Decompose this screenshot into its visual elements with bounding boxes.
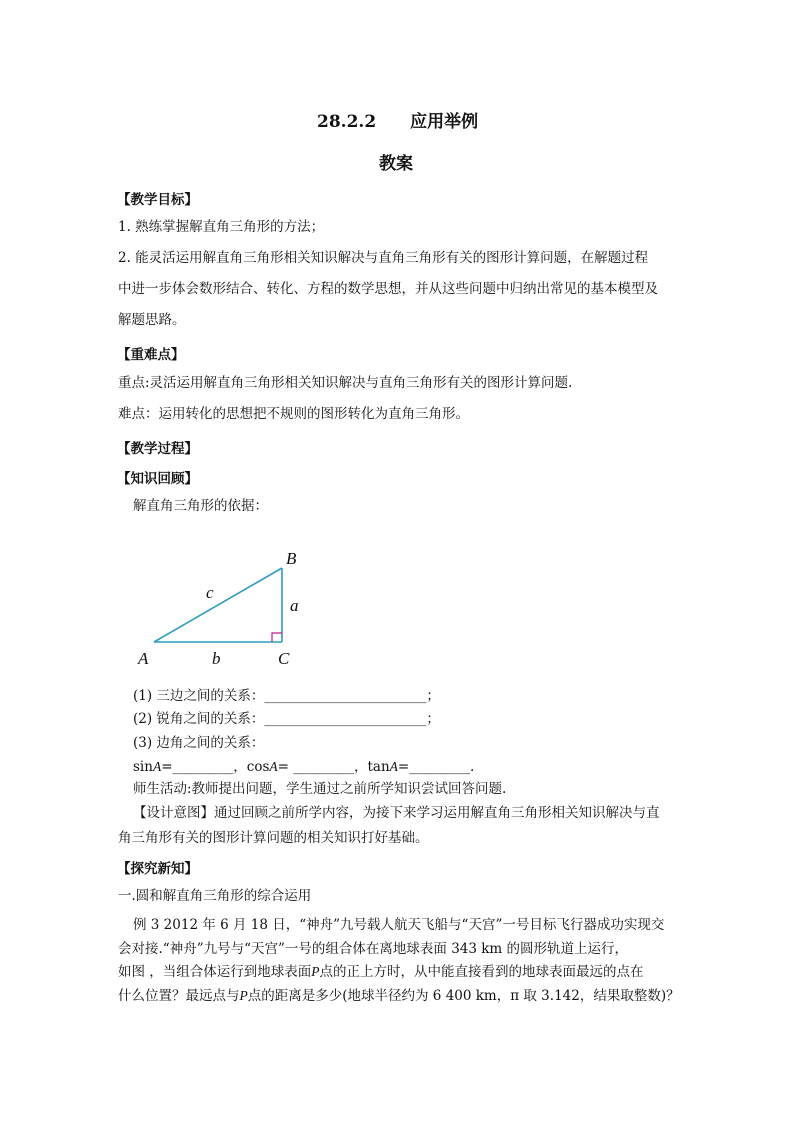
keypoint-text: 重点:灵活运用解直角三角形相关知识解决与直角三角形有关的图形计算问题. [118,375,573,391]
example-3-line-4-b: 点的距离是多少(地球半径约为 6 400 km，π 取 3.142，结果取整数)？ [247,988,680,1004]
objective-2-line-3: 解题思路。 [118,312,186,328]
example-3-line-1: 例 3 2012 年 6 月 18 日，“神舟”九号载人航天飞船与“天宫”一号目标飞行器成功实现交 [133,917,665,933]
keypoints-heading: 【重难点】 [117,347,185,363]
example-3-line-4 [118,987,680,1005]
example-3-line-4-a: 什么位置？最远点与 [118,988,240,1004]
teacher-activity: 师生活动:教师提出问题，学生通过之前所学知识尝试回答问题. [133,781,507,797]
vertex-label-b: B [286,549,297,568]
question-2: (2) 锐角之间的关系：________________________； [133,711,440,727]
triangle-side-c [154,568,282,642]
review-heading: 【知识回顾】 [117,471,198,487]
objective-2-line-1: 2. 能灵活运用解直角三角形相关知识解决与直角三角形有关的图形计算问题，在解题过程 [118,250,649,266]
example-3-line-3-a: 如图 ，当组合体运行到地球表面 [118,964,312,980]
side-label-b: b [212,649,221,668]
question-1: (1) 三边之间的关系：________________________； [133,688,440,704]
trig-blanks [133,758,474,776]
trig-angle-a-2: A [269,759,278,774]
right-triangle-figure [118,540,358,675]
vertex-label-a: A [138,649,149,668]
side-label-a: a [290,596,299,615]
design-intent-line-1: 【设计意图】通过回顾之前所学内容，为接下来学习运用解直角三角形相关知识解决与直 [133,805,660,821]
design-intent-line-2: 角三角形有关的图形计算问题的相关知识打好基础。 [118,830,429,846]
trig-end: =_________. [397,759,475,775]
example-3-point-p-2: P [239,988,248,1003]
example-3-line-3-b: 点的正上方时，从中能直接看到的地球表面最远的点在 [319,964,644,980]
review-intro: 解直角三角形的依据： [133,498,268,514]
vertex-label-c: C [278,649,290,668]
lesson-title: 28.2.2 应用举例 [317,112,479,132]
objective-2-line-2: 中进一步体会数形结合、转化、方程的数学思想，并从这些问题中归纳出常见的基本模型及 [118,281,658,297]
example-3-line-3 [118,963,644,981]
objective-1: 1. 熟练掌握解直角三角形的方法； [118,219,325,235]
trig-angle-a-1: A [152,759,162,774]
explore-heading: 【探究新知】 [117,861,198,877]
trig-cos-label: =_________，cos [161,759,270,775]
objectives-heading: 【教学目标】 [117,192,198,208]
lesson-subtitle: 教案 [379,154,413,174]
right-angle-marker [272,633,282,642]
trig-tan-label: = _________，tan [277,759,390,775]
subsection-1-title: 一.圆和解直角三角形的综合运用 [118,888,312,904]
difficulty-text: 难点：运用转化的思想把不规则的图形转化为直角三角形。 [118,406,469,422]
question-3: (3) 边角之间的关系： [133,735,265,751]
process-heading: 【教学过程】 [117,441,198,457]
trig-angle-a-3: A [389,759,398,774]
trig-sin-label: sin [133,759,153,775]
side-label-c: c [206,583,214,602]
example-3-line-2: 会对接.“神舟”九号与“天宫”一号的组合体在离地球表面 343 km 的圆形轨道上运行， [118,941,629,957]
example-3-point-p: P [311,964,320,979]
